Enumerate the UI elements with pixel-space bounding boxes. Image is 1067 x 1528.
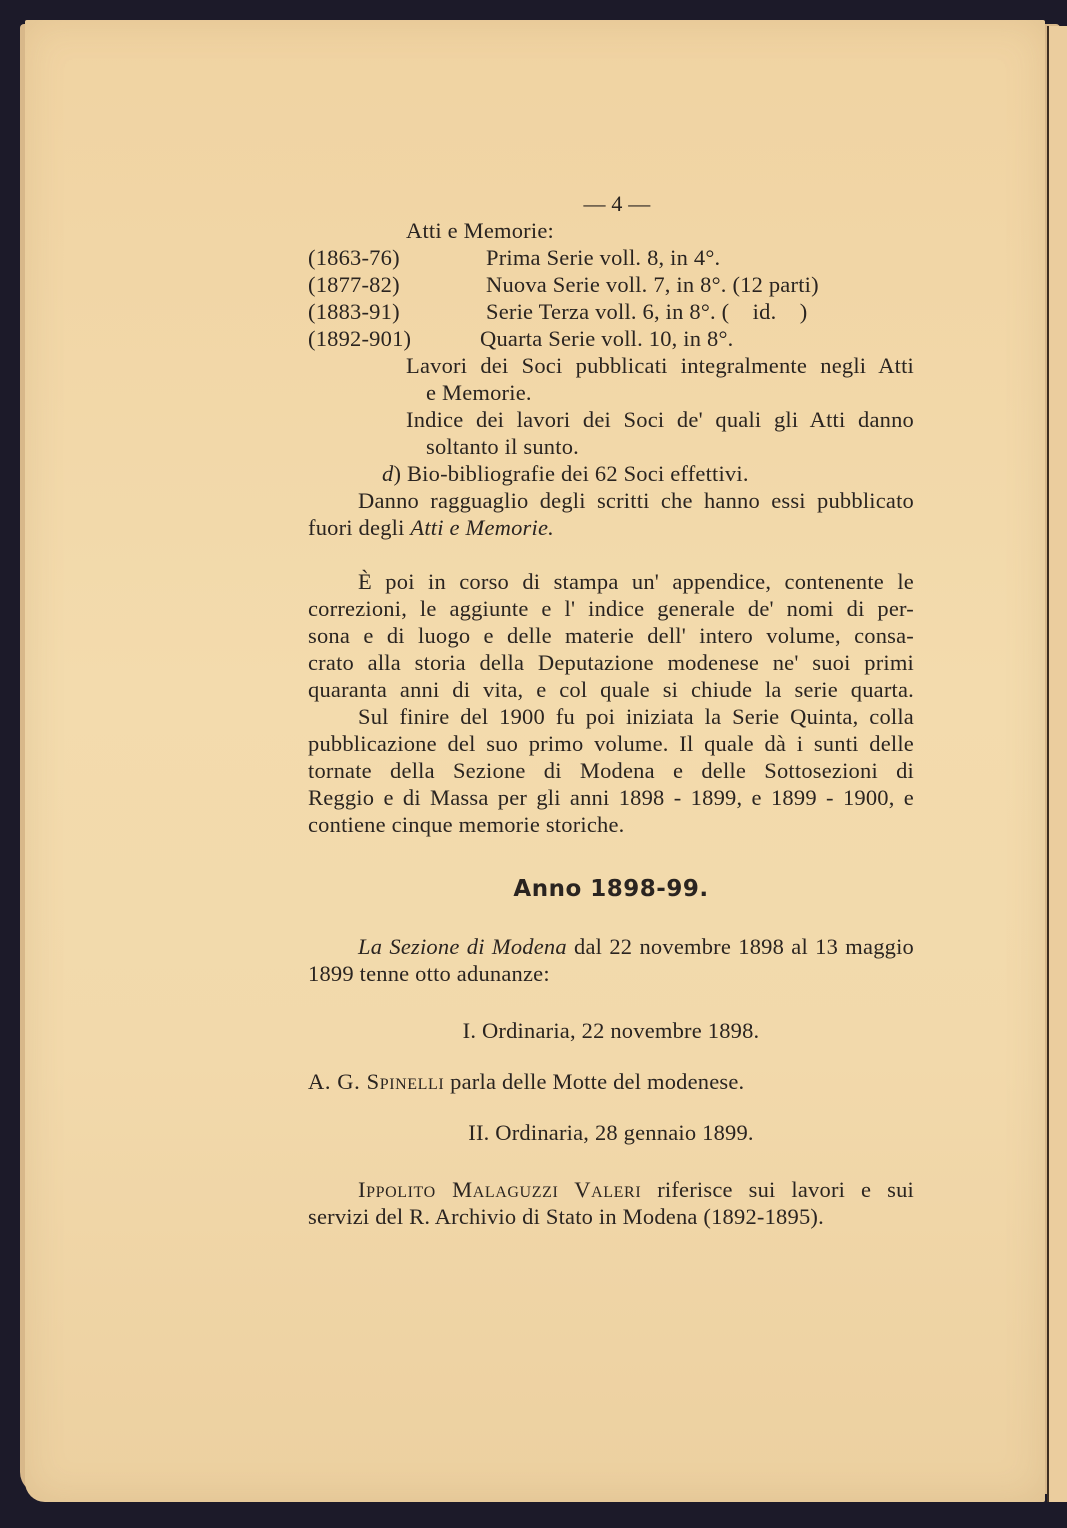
sezione-rest: dal 22 novembre 1898 al 13 maggio [566, 934, 914, 959]
appendice-paragraph [308, 568, 914, 703]
series-years: (1883-91) [308, 299, 400, 324]
meeting-entry [308, 1176, 914, 1203]
paragraph-line: pubblicazione del suo primo volume. Il quale dà i sunti delle [308, 731, 914, 756]
bio-bibliografie-text: ) Bio-bibliografie dei 62 Soci effettivi. [393, 461, 749, 486]
sezione-line: 1899 tenne otto adunanze: [308, 961, 550, 986]
danno-line [308, 514, 914, 541]
item-label-d: d [382, 461, 394, 486]
spacer [308, 987, 914, 1017]
series-list [308, 244, 914, 352]
indice-line: soltanto il sunto. [426, 434, 579, 459]
bio-bibliografie-line [308, 460, 914, 487]
series-years: (1892-901) [308, 326, 412, 351]
series-years: (1863-76) [308, 245, 400, 270]
spacer [308, 1146, 914, 1176]
paragraph-line: correzioni, le aggiunte e l' indice generale de' nomi di per- [308, 596, 914, 621]
quinta-paragraph [308, 703, 914, 838]
danno-line: Danno ragguaglio degli scritti che hanno essi pubblicato [358, 488, 914, 513]
paragraph-line: sona e di luogo e delle materie dell' intero volume, consa- [308, 623, 914, 648]
paragraph-line: crato alla storia della Deputazione modenese ne' suoi primi [308, 650, 914, 675]
meeting-entry [308, 1068, 914, 1095]
paragraph-line: È poi in corso di stampa un' appendice, contenente le [358, 569, 914, 594]
spacer [308, 1095, 914, 1119]
paragraph-line: Sul finire del 1900 fu poi iniziata la Serie Quinta, colla [358, 704, 914, 729]
author-name: A. G. Spinelli [308, 1069, 445, 1094]
series-years: (1877-82) [308, 272, 400, 297]
meeting-entry-line: servizi del R. Archivio di Stato in Modena (1892-1895). [308, 1204, 824, 1229]
series-desc: Nuova Serie voll. 7, in 8°. (12 parti) [486, 272, 819, 297]
series-row [308, 325, 914, 352]
atti-memorie-italic: Atti e Memorie. [410, 515, 554, 540]
danno-prefix: fuori degli [308, 515, 411, 540]
series-desc: Quarta Serie voll. 10, in 8°. [480, 326, 734, 351]
lavori-line: e Memorie. [426, 380, 532, 405]
page-content [308, 190, 914, 1230]
spacer [308, 1044, 914, 1068]
meeting-title: I. Ordinaria, 22 novembre 1898. [462, 1018, 760, 1043]
paragraph-line: quaranta anni di vita, e col quale si chiude la serie quarta. [308, 677, 914, 702]
series-desc: Prima Serie voll. 8, in 4°. [486, 245, 721, 270]
meeting-entry-text: riferisce sui lavori e sui [641, 1177, 914, 1202]
section-heading: Anno 1898-99. [513, 876, 709, 902]
indice-line: Indice dei lavori dei Soci de' quali gli Atti danno [406, 407, 914, 432]
lavori-line: Lavori dei Soci pubblicati integralmente negli Atti [406, 353, 914, 378]
series-desc: Serie Terza voll. 6, in 8°. ( id. ) [486, 299, 808, 324]
sezione-italic: La Sezione di Modena [358, 934, 567, 959]
page-number: — 4 — [583, 191, 651, 216]
paragraph-line: contiene cinque memorie storiche. [308, 812, 625, 837]
meeting-entry-text: parla delle Motte del modenese. [444, 1069, 745, 1094]
spacer [308, 541, 914, 568]
paragraph-line: tornate della Sezione di Modena e delle Sottosezioni di [308, 758, 914, 783]
sezione-line [308, 933, 914, 960]
next-page-edge [1047, 26, 1067, 1502]
author-name: Ippolito Malaguzzi Valeri [358, 1177, 642, 1202]
meeting-title: II. Ordinaria, 28 gennaio 1899. [468, 1120, 754, 1145]
atti-title: Atti e Memorie: [406, 218, 554, 243]
series-row [308, 244, 914, 271]
series-row [308, 298, 914, 325]
paragraph-line: Reggio e di Massa per gli anni 1898 - 1899, e 1899 - 1900, e [308, 785, 914, 810]
series-row [308, 271, 914, 298]
